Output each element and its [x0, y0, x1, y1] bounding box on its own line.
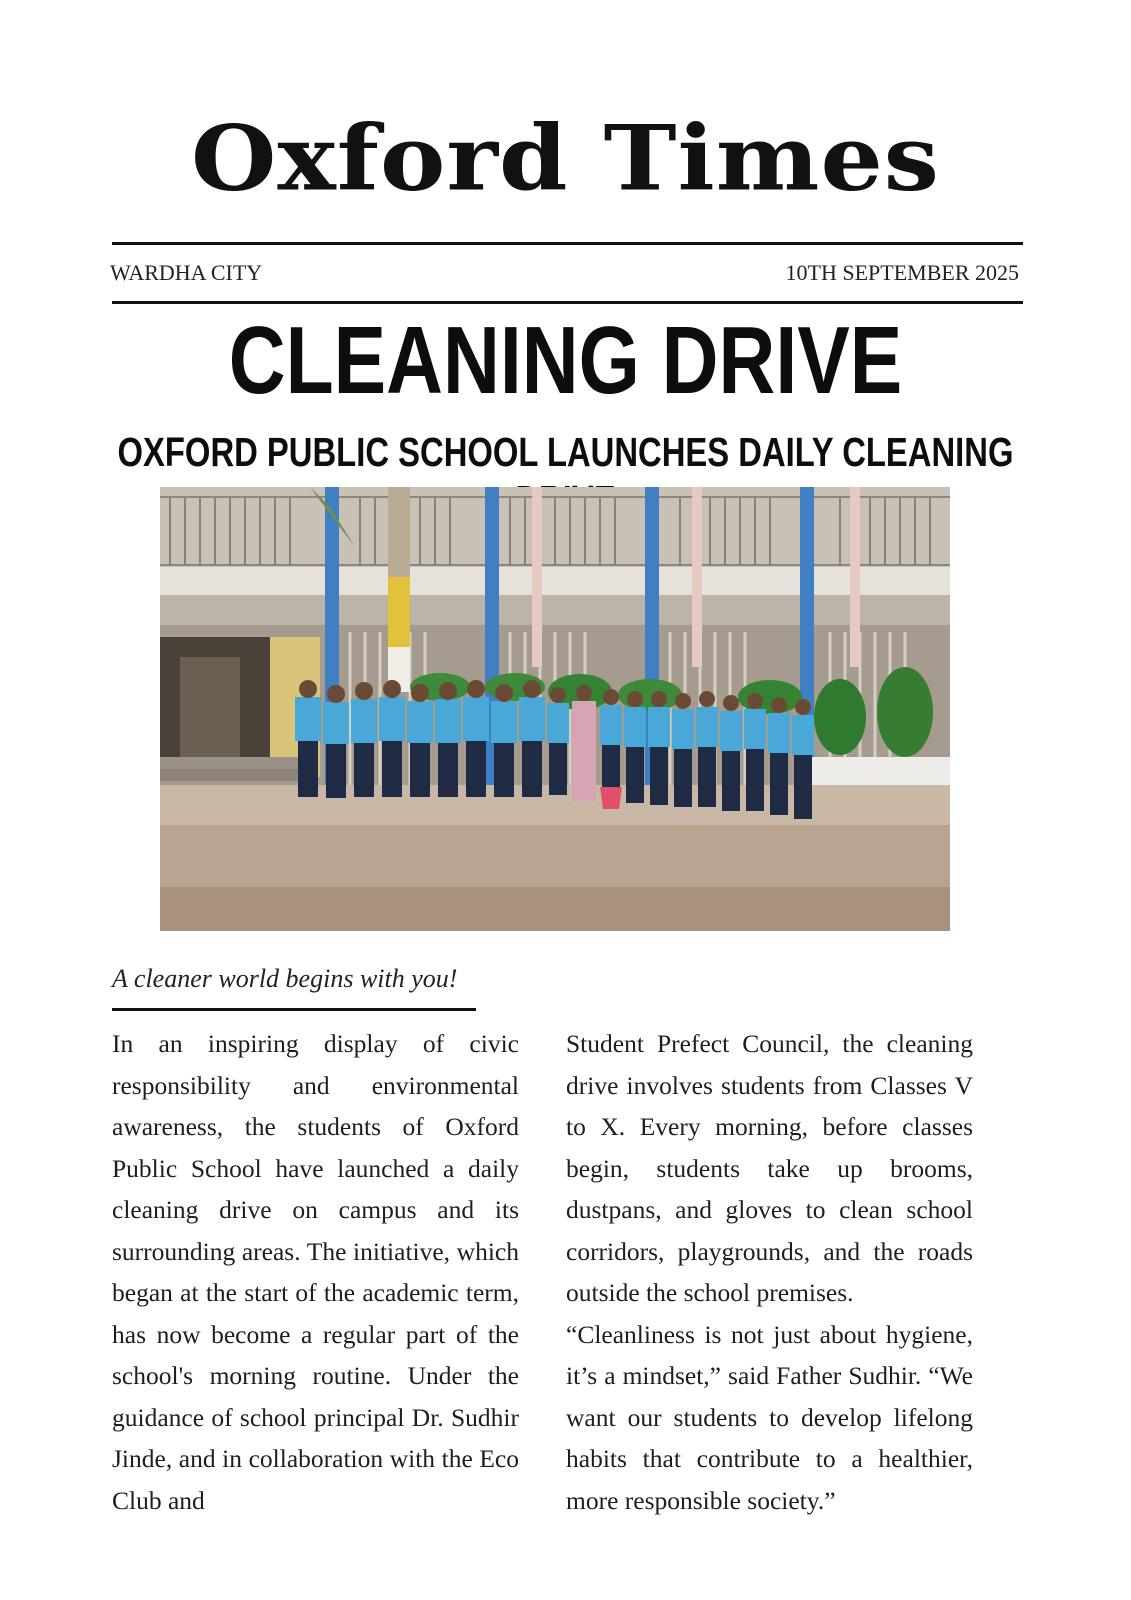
article-column-right	[566, 1023, 973, 1521]
article-paragraph: In an inspiring display of civic responsibility and environmental awareness, the students of Oxford Public School have launched a daily cleaning drive on campus and its surrounding areas. The initiative, which began at the start of the academic term, has now become a regular part of the school's morning routine. Under the guidance of school principal Dr. Sudhir Jinde, and in collaboration with the Eco Club and	[112, 1029, 519, 1515]
article-quote-paragraph: “Cleanliness is not just about hygiene, it’s a mindset,” said Father Sudhir. “We want our students to develop lifelong habits that contribute to a healthier, more responsible society.”	[566, 1319, 973, 1515]
article-paragraph: Student Prefect Council, the cleaning drive involves students from Classes V to X. Every morning, before classes begin, students take up brooms, dustpans, and gloves to clean school corridors, playgrounds, and the roads outside the school premises.	[566, 1029, 973, 1307]
tagline-underline	[112, 1008, 476, 1011]
dateline-date: 10TH SEPTEMBER 2025	[785, 260, 1019, 285]
subheadline: OXFORD PUBLIC SCHOOL LAUNCHES DAILY CLEANING	[117, 429, 1014, 475]
dateline-city: WARDHA CITY	[110, 260, 263, 285]
photo-illustration	[160, 487, 950, 931]
masthead-rule-bottom	[112, 301, 1023, 304]
article-tagline: A cleaner world begins with you!	[112, 964, 458, 993]
masthead-rule-top	[112, 242, 1023, 245]
headline: CLEANING DRIVE	[228, 307, 903, 414]
article-column-left	[112, 1023, 519, 1521]
newspaper-masthead: Oxford Times	[191, 105, 940, 212]
school-group-photo	[160, 487, 950, 931]
